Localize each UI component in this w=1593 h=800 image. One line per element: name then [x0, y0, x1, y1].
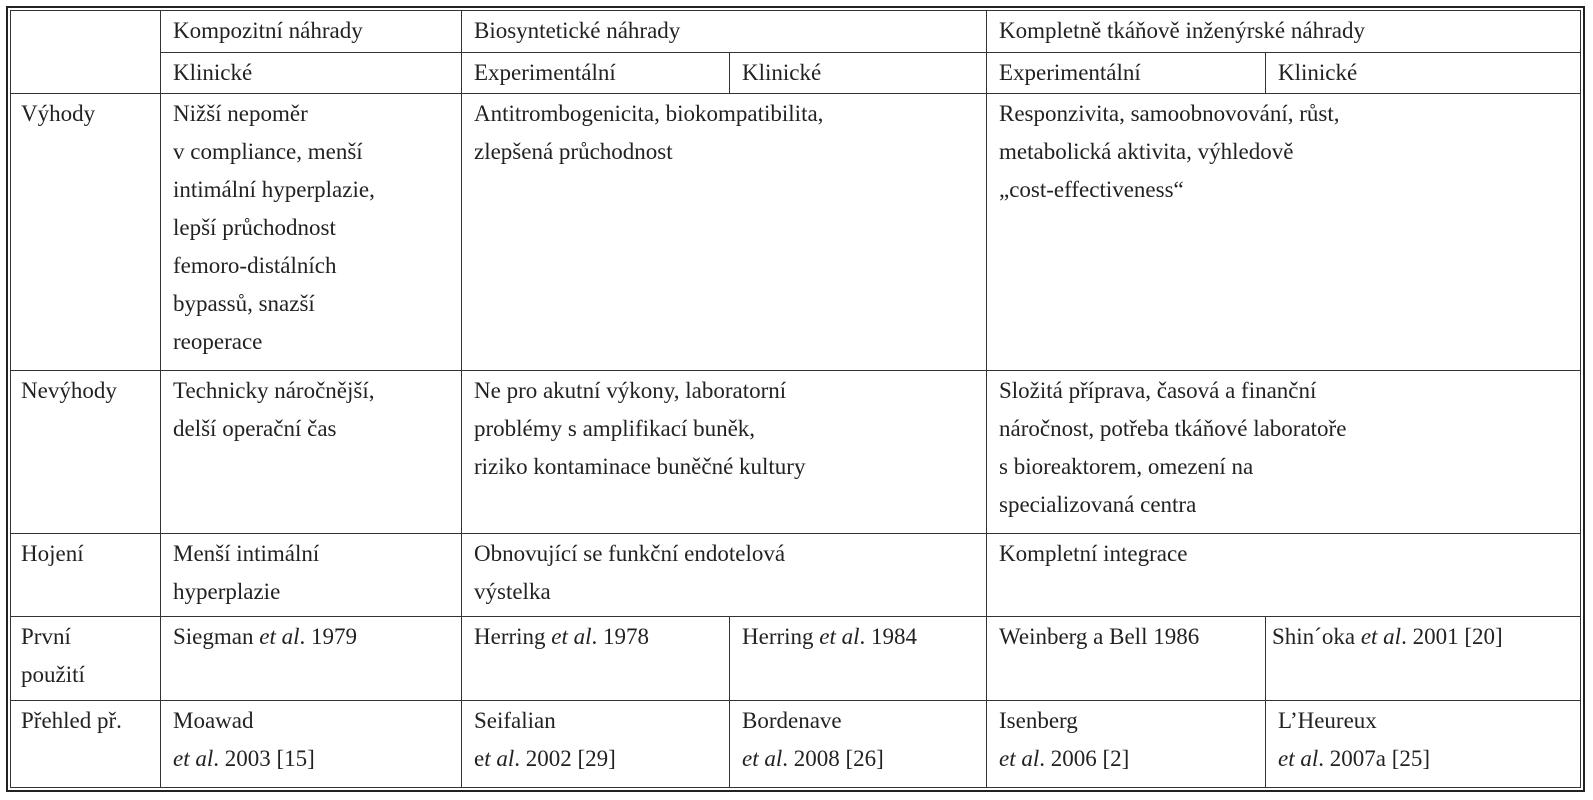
text-line: náročnost, potřeba tkáňové laboratoře [999, 416, 1347, 441]
text-line: Nižší nepoměr [173, 101, 308, 127]
header-row-2 [11, 52, 1581, 94]
year: . 1978 [591, 624, 650, 650]
year: . 1984 [859, 624, 918, 650]
row-label-vyhody: Výhody [11, 94, 161, 371]
text-line: bypassů, snazší [173, 291, 315, 317]
citation [474, 740, 719, 778]
text-line: specializovaná centra [999, 492, 1197, 517]
text-line: riziko kontaminace buněčné kultury [474, 454, 806, 479]
text-line: Responzivita, samoobnovování, růst, [999, 101, 1340, 127]
nevyhody-kompletne [987, 371, 1581, 534]
header-kompozitni: Kompozitní náhrady [161, 11, 462, 53]
row-prvni-pouziti [11, 617, 1581, 700]
text-line: „cost-effectiveness“ [999, 177, 1184, 203]
author: Siegman [173, 624, 260, 650]
et-al: et al [742, 745, 783, 771]
citation [742, 740, 976, 778]
year: . 1979 [299, 624, 357, 650]
author: Herring [742, 624, 820, 650]
author: Shin´oka [1272, 624, 1361, 650]
text-line: hyperplazie [173, 578, 281, 604]
et-al: et al [173, 745, 214, 771]
text-line: reoperace [173, 329, 263, 355]
et-al: et al [1360, 624, 1402, 650]
prvni-c2 [462, 617, 730, 700]
text-line: s bioreaktorem, omezení na [999, 454, 1254, 479]
text-line: metabolická aktivita, výhledově [999, 139, 1294, 165]
text-line: Obnovující se funkční endotelová [474, 540, 786, 566]
vyhody-kompozitni [161, 94, 462, 371]
year: . 2001 [20] [1401, 624, 1503, 650]
text-line: Ne pro akutní výkony, laboratorní [474, 378, 787, 403]
prvni-c3 [730, 617, 987, 700]
comparison-table [10, 10, 1581, 788]
subheader-komplet-klinicke: Klinické [1266, 52, 1581, 94]
corner-cell [11, 11, 161, 94]
prvni-c4: Weinberg a Bell 1986 [987, 617, 1266, 700]
author: L’Heureux [1278, 707, 1377, 733]
row-label-line: použití [21, 662, 85, 688]
et-al: et al [819, 624, 860, 650]
text-line: femoro-distálních [173, 253, 337, 279]
et-al: t al [484, 745, 515, 771]
text-line: delší operační čas [173, 416, 337, 441]
year: . 2008 [26] [782, 745, 884, 771]
header-kompletne: Kompletně tkáňově inženýrské náhrady [987, 11, 1581, 53]
prvni-c1 [161, 617, 462, 700]
et-al: et al [999, 745, 1040, 771]
text-line: Technicky náročnější, [173, 378, 375, 403]
header-row-1 [11, 11, 1581, 53]
author: Bordenave [742, 707, 842, 733]
row-label-prehled: Přehled př. [11, 700, 161, 788]
text-line: intimální hyperplazie, [173, 177, 375, 203]
citation [999, 740, 1255, 778]
author: Seifalian [474, 707, 556, 733]
nevyhody-biosynteticke [462, 371, 987, 534]
prehled-c5 [1266, 700, 1581, 788]
year: . 2006 [2] [1039, 745, 1130, 771]
row-vyhody [11, 94, 1581, 371]
row-prehled [11, 700, 1581, 788]
et-al-lead: e [474, 745, 485, 771]
row-label-line: První [21, 624, 71, 650]
author: Moawad [173, 707, 254, 733]
et-al: et al [551, 624, 592, 650]
prehled-c4 [987, 700, 1266, 788]
hojeni-kompletne [987, 533, 1581, 616]
et-al: et al [1278, 745, 1319, 771]
year: . 2002 [29] [514, 745, 616, 771]
text-line: Kompletní integrace [999, 540, 1188, 566]
subheader-komplet-experimentalni: Experimentální [987, 52, 1266, 94]
text-line: Antitrombogenicita, biokompatibilita, [474, 101, 824, 127]
prvni-c5 [1266, 617, 1581, 700]
citation [173, 740, 451, 778]
text-line: lepší průchodnost [173, 215, 336, 241]
row-nevyhody [11, 371, 1581, 534]
text-line: výstelka [474, 578, 551, 604]
vyhody-biosynteticke [462, 94, 987, 371]
prehled-c3 [730, 700, 987, 788]
hojeni-biosynteticke [462, 533, 987, 616]
subheader-bio-klinicke: Klinické [730, 52, 987, 94]
year: . 2007a [25] [1318, 745, 1431, 771]
text-line: Složitá příprava, časová a finanční [999, 378, 1317, 403]
et-al: et al [259, 624, 300, 650]
nevyhody-kompozitni [161, 371, 462, 534]
text-line: zlepšená průchodnost [474, 139, 673, 165]
text-line: Menší intimální [173, 540, 320, 566]
citation [1278, 740, 1570, 778]
header-biosynteticke: Biosyntetické náhrady [462, 11, 987, 53]
hojeni-kompozitni [161, 533, 462, 616]
year: . 2003 [15] [213, 745, 315, 771]
prehled-c2 [462, 700, 730, 788]
text-line: problémy s amplifikací buněk, [474, 416, 756, 441]
text-line: v compliance, menší [173, 139, 363, 165]
author: Isenberg [999, 707, 1078, 733]
row-label-nevyhody: Nevýhody [11, 371, 161, 534]
row-hojeni [11, 533, 1581, 616]
author: Herring [474, 624, 552, 650]
subheader-kompozitni-klinicke: Klinické [161, 52, 462, 94]
row-label-prvni-pouziti [11, 617, 161, 700]
prehled-c1 [161, 700, 462, 788]
vyhody-kompletne [987, 94, 1581, 371]
subheader-bio-experimentalni: Experimentální [462, 52, 730, 94]
row-label-hojeni: Hojení [11, 533, 161, 616]
